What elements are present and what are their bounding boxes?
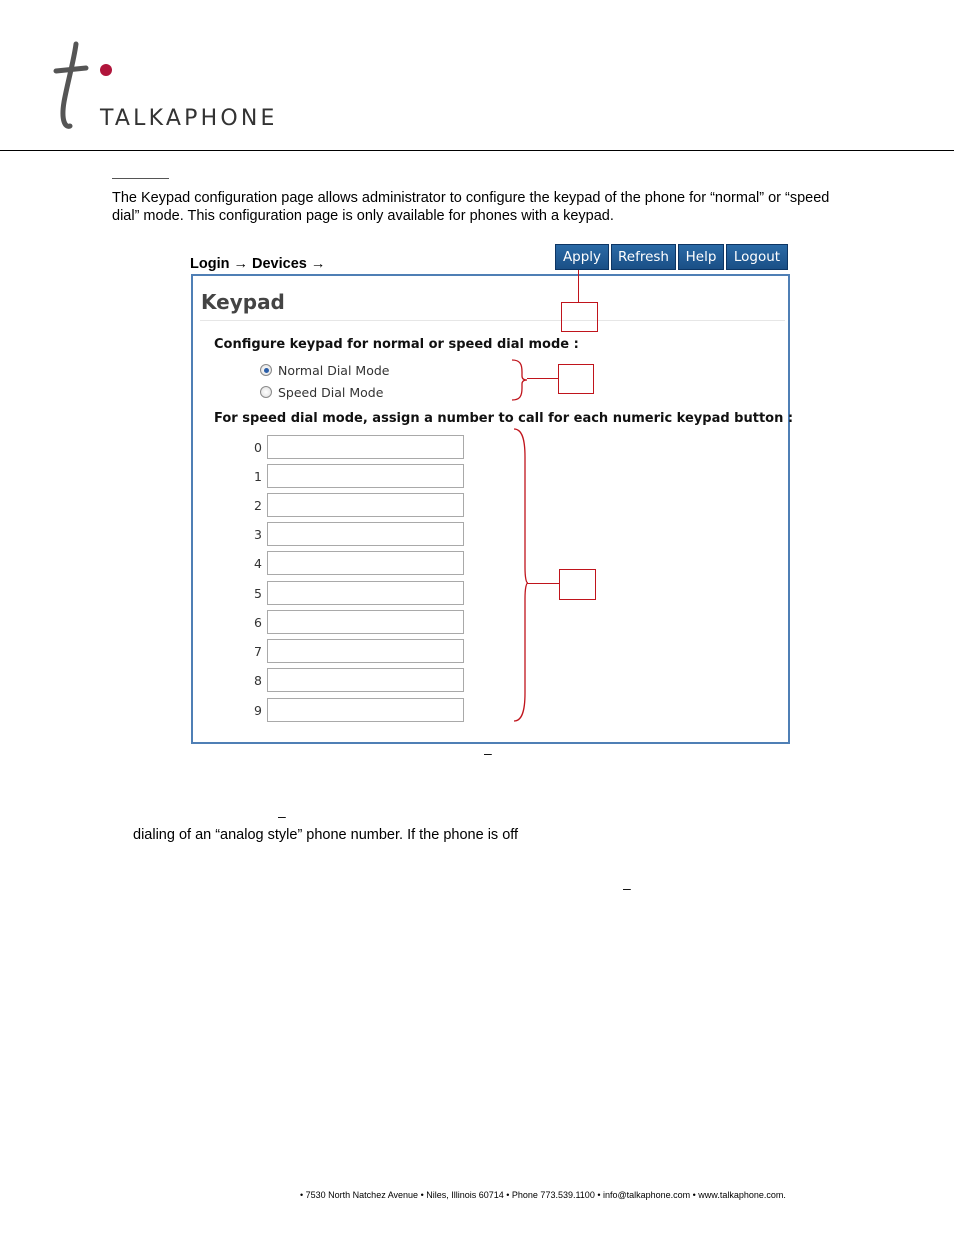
speed-dial-input-6[interactable] [267, 610, 464, 634]
speed-dial-row-7 [240, 639, 470, 665]
panel-title: Keypad [201, 290, 285, 314]
breadcrumb: Login → Devices → [190, 256, 326, 272]
brand-name: TALKAPHONE [100, 106, 278, 131]
speed-dial-row-3 [240, 522, 470, 548]
radio-normal-dial[interactable] [260, 361, 389, 379]
apply-button[interactable]: Apply [555, 244, 609, 270]
key-label: 6 [254, 615, 262, 630]
speed-dial-input-9[interactable] [267, 698, 464, 722]
speed-dial-heading: For speed dial mode, assign a number to call for each numeric keypad button : [214, 411, 794, 426]
speed-dial-input-0[interactable] [267, 435, 464, 459]
radio-speed-dial[interactable] [260, 383, 383, 401]
apply-callout-box [561, 302, 598, 332]
logout-button[interactable]: Logout [726, 244, 788, 270]
dash-mark: – [484, 745, 492, 761]
radio-button-checked[interactable] [260, 364, 272, 376]
key-label: 9 [254, 703, 262, 718]
speed-dial-input-7[interactable] [267, 639, 464, 663]
dash-mark: – [623, 880, 631, 896]
radio-button[interactable] [260, 386, 272, 398]
mode-callout-line [527, 378, 558, 379]
speed-dial-row-0 [240, 435, 470, 461]
key-label: 5 [254, 586, 262, 601]
speed-dial-row-8 [240, 668, 470, 694]
speed-dial-input-3[interactable] [267, 522, 464, 546]
panel-title-divider [200, 320, 785, 321]
footer-address: • 7530 North Natchez Avenue • Niles, Illinois 60714 • Phone 773.539.1100 • info@talkaphone.com • www.talkaphone.com. [300, 1190, 786, 1200]
speed-dial-input-2[interactable] [267, 493, 464, 517]
speed-dial-row-6 [240, 610, 470, 636]
key-label: 8 [254, 673, 262, 688]
speed-dial-row-5 [240, 581, 470, 607]
key-label: 4 [254, 556, 262, 571]
speed-dial-row-1 [240, 464, 470, 490]
speed-dial-row-9 [240, 698, 470, 724]
header-divider [0, 150, 954, 151]
intro-paragraph: The Keypad configuration page allows administrator to configure the keypad of the phone for “normal” or “speed dial” mode. This configuration page is only available for phones with a keypad. [112, 190, 830, 224]
radio-label: Normal Dial Mode [278, 362, 390, 378]
key-label: 1 [254, 469, 262, 484]
mode-heading: Configure keypad for normal or speed dial mode : [214, 337, 579, 352]
body-paragraph: dialing of an “analog style” phone number. If the phone is off [133, 827, 519, 843]
keys-callout-line [527, 583, 559, 584]
help-button[interactable]: Help [678, 244, 724, 270]
radio-label: Speed Dial Mode [278, 384, 384, 400]
dash-mark: – [278, 808, 286, 824]
key-label: 7 [254, 644, 262, 659]
key-label: 3 [254, 527, 262, 542]
apply-callout-line [578, 270, 579, 302]
section-underline [112, 178, 169, 179]
refresh-button[interactable]: Refresh [611, 244, 676, 270]
speed-dial-row-4 [240, 551, 470, 577]
mode-callout-brace [510, 358, 530, 402]
speed-dial-input-4[interactable] [267, 551, 464, 575]
speed-dial-input-5[interactable] [267, 581, 464, 605]
key-label: 2 [254, 498, 262, 513]
speed-dial-input-1[interactable] [267, 464, 464, 488]
keys-callout-brace [510, 427, 530, 724]
mode-callout-box [558, 364, 594, 394]
speed-dial-input-8[interactable] [267, 668, 464, 692]
speed-dial-row-2 [240, 493, 470, 519]
key-label: 0 [254, 440, 262, 455]
keys-callout-box [559, 569, 596, 600]
